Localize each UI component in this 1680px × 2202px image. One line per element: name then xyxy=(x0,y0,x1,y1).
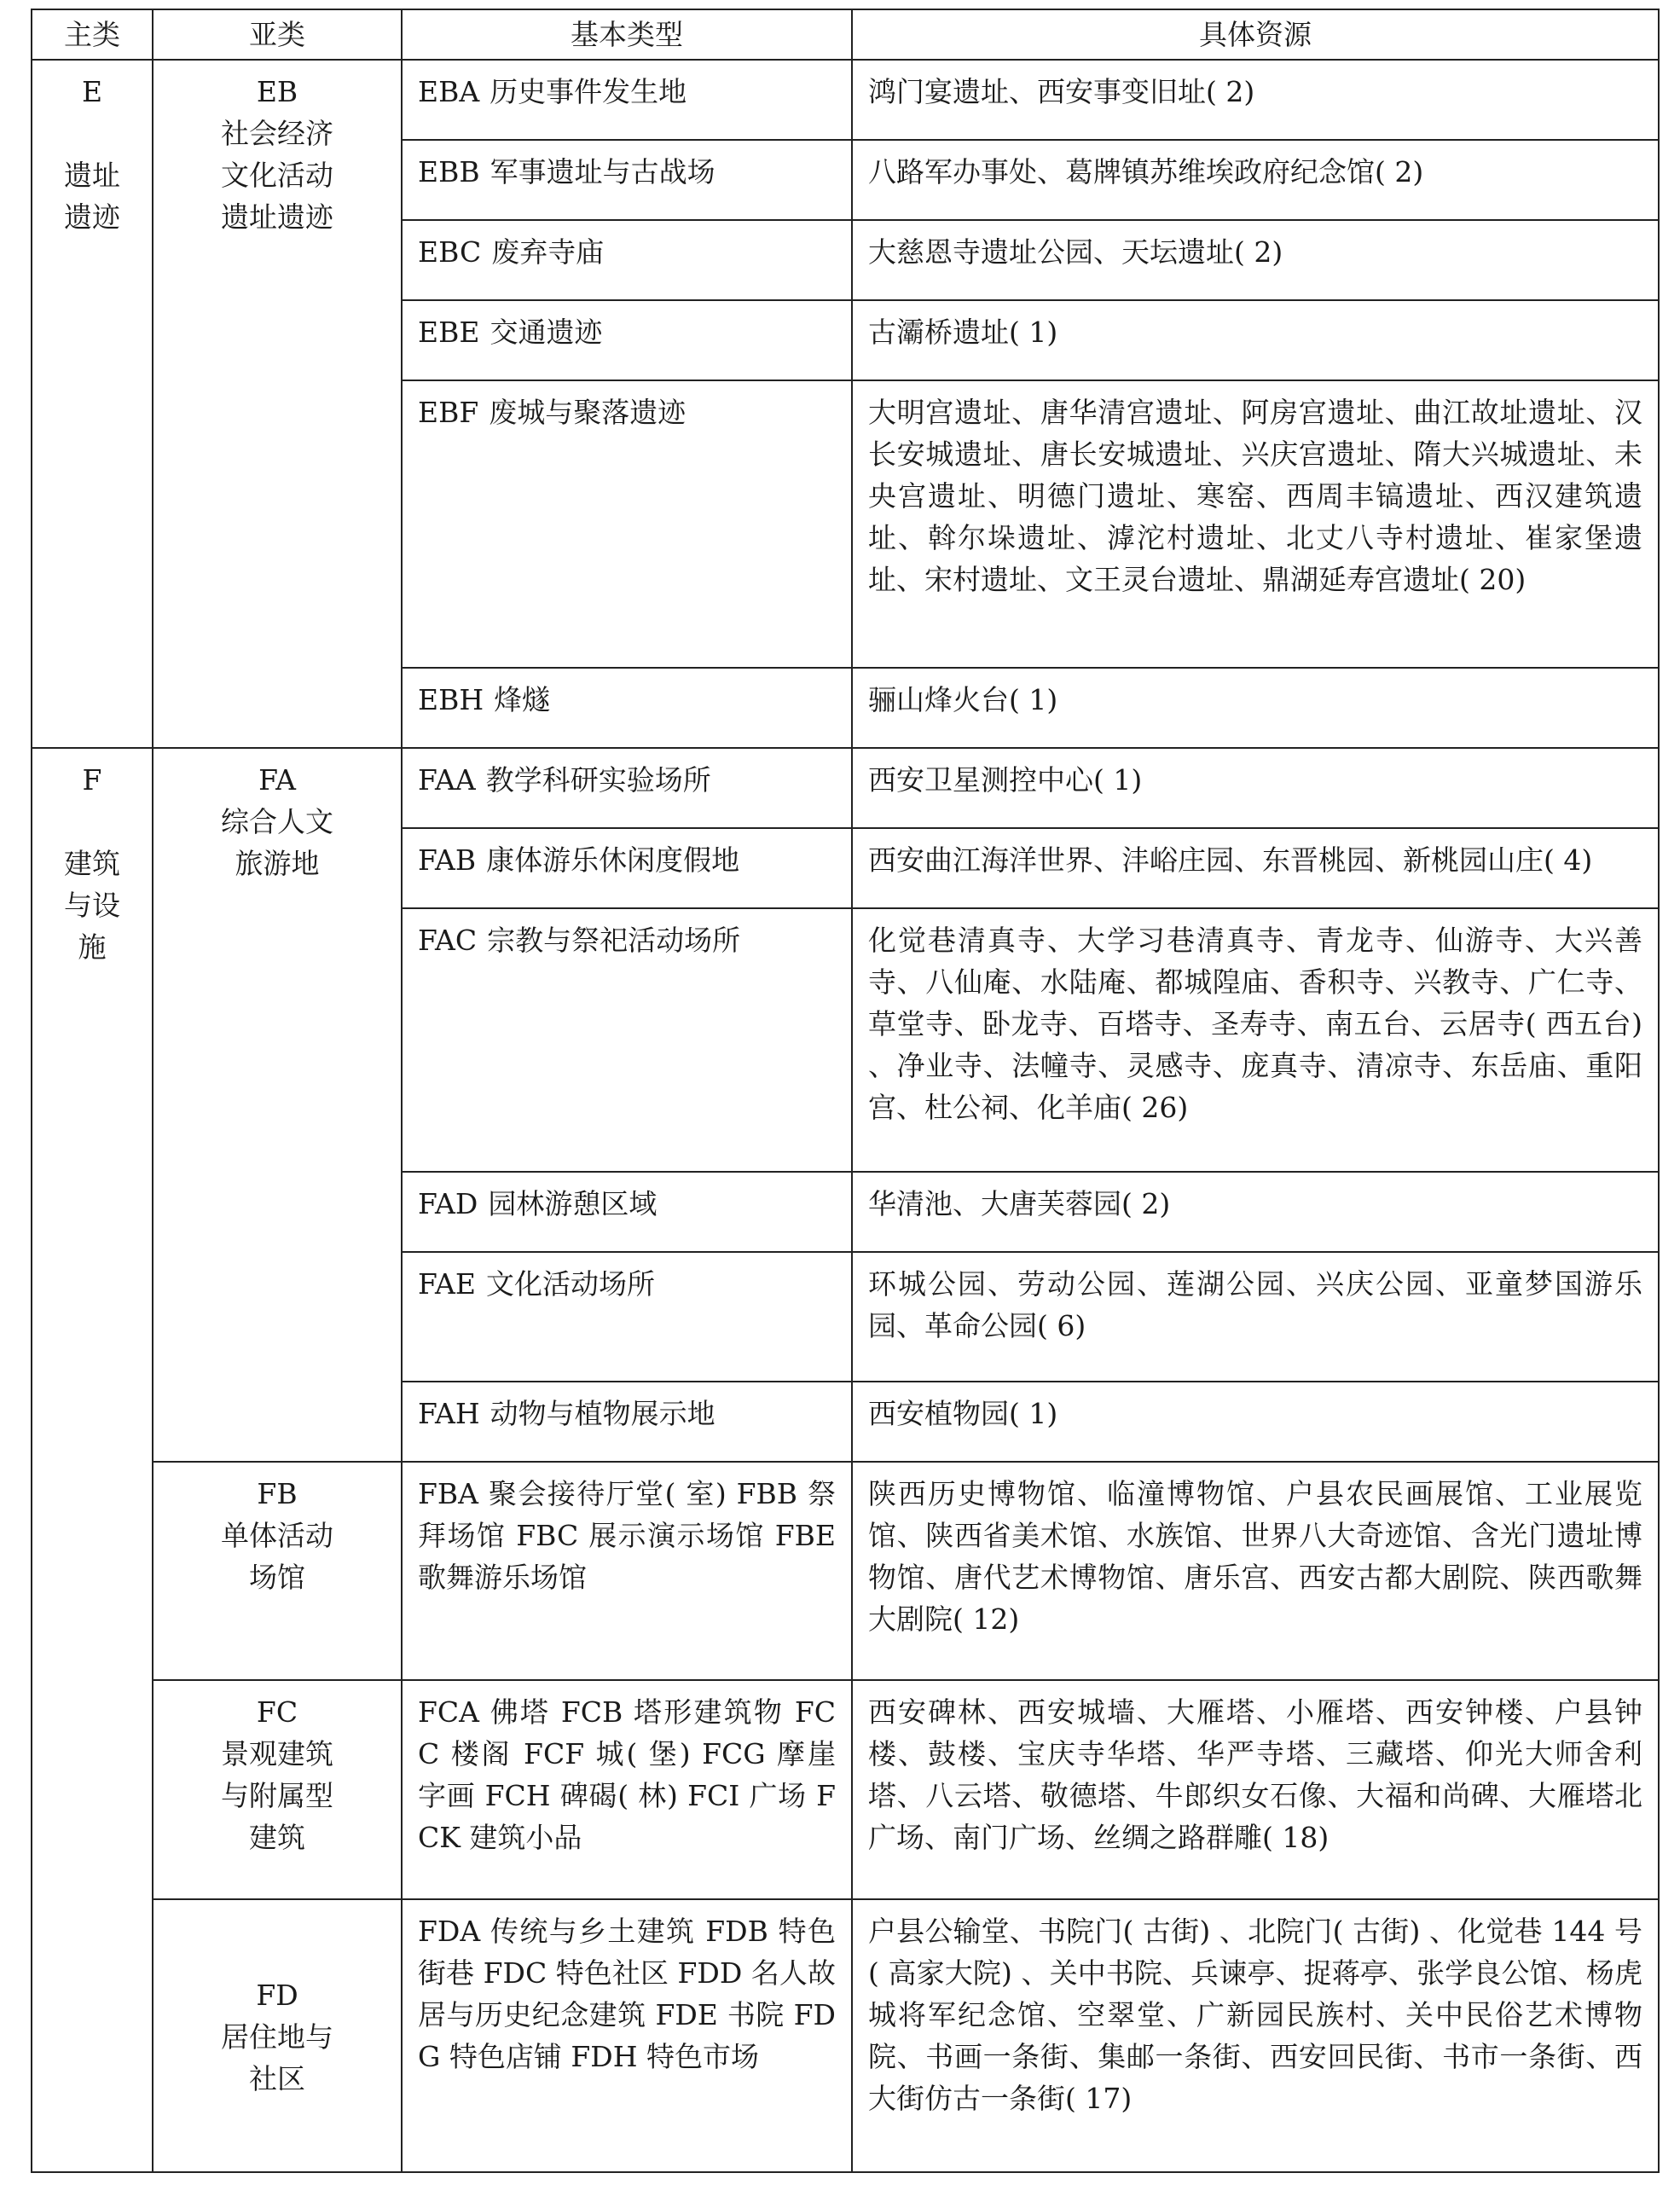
resource-cell: 华清池、大唐芙蓉园( 2) xyxy=(852,1172,1659,1252)
resource-cell: 鸿门宴遗址、西安事变旧址( 2) xyxy=(852,60,1659,140)
main-class-name: 遗址 xyxy=(64,159,120,192)
sub-class-cell-fd xyxy=(153,1899,402,2172)
main-class-cell-e xyxy=(32,60,153,748)
type-code: EBF xyxy=(418,396,479,430)
type-name: 废城与聚落遗迹 xyxy=(489,396,686,430)
type-name: 文化活动场所 xyxy=(485,1266,655,1301)
basic-type-cell: FBA 聚会接待厅堂( 室) FBB 祭拜场馆 FBC 展示演示场馆 FBE 歌舞游乐场馆 xyxy=(402,1462,852,1680)
sub-class-name: 场馆 xyxy=(249,1560,305,1594)
sub-class-code: FD xyxy=(256,1979,298,2013)
type-name: 教学科研实验场所 xyxy=(485,762,711,797)
main-class-code: E xyxy=(81,75,103,108)
type-name: 交通遗迹 xyxy=(490,316,603,350)
basic-type-cell xyxy=(402,668,852,748)
type-code: FAC xyxy=(418,924,478,958)
basic-type-cell xyxy=(402,60,852,140)
resource-classification-table xyxy=(31,9,1660,2173)
sub-class-code: FB xyxy=(257,1476,298,1510)
header-main-class: 主类 xyxy=(32,9,153,60)
type-code: EBB xyxy=(418,155,480,189)
type-code: FAH xyxy=(418,1396,480,1430)
type-name: 园林游憩区域 xyxy=(488,1186,658,1220)
table-row xyxy=(32,60,1659,140)
sub-class-name: 与附属型 xyxy=(221,1779,333,1813)
basic-type-cell xyxy=(402,300,852,380)
resource-cell: 西安曲江海洋世界、沣峪庄园、东晋桃园、新桃园山庄( 4) xyxy=(852,828,1659,908)
resource-cell: 环城公园、劳动公园、莲湖公园、兴庆公园、亚童梦国游乐园、革命公园( 6) xyxy=(852,1252,1659,1382)
type-code: FAE xyxy=(418,1266,476,1301)
main-class-name: 遗迹 xyxy=(64,200,120,234)
type-name: 废弃寺庙 xyxy=(491,235,605,269)
resource-cell: 骊山烽火台( 1) xyxy=(852,668,1659,748)
resource-cell: 西安植物园( 1) xyxy=(852,1382,1659,1462)
resource-cell: 古灞桥遗址( 1) xyxy=(852,300,1659,380)
type-code: FAD xyxy=(418,1186,478,1220)
basic-type-cell xyxy=(402,1172,852,1252)
type-code: EBH xyxy=(418,682,484,716)
sub-class-cell-fc xyxy=(153,1680,402,1898)
resource-cell: 化觉巷清真寺、大学习巷清真寺、青龙寺、仙游寺、大兴善寺、八仙庵、水陆庵、都城隍庙、香积寺、兴教寺、广仁寺、草堂寺、卧龙寺、百塔寺、圣寿寺、南五台、云居寺( 西五台) 、净业寺、法幢寺、灵感寺、庞真寺、清凉寺、东岳庙、重阳宫、杜公祠、化羊庙( 26) xyxy=(852,908,1659,1171)
type-name: 宗教与祭祀活动场所 xyxy=(487,924,741,958)
sub-class-name: 遗址遗迹 xyxy=(221,200,333,234)
table-row xyxy=(32,1680,1659,1898)
table-row xyxy=(32,1899,1659,2172)
sub-class-cell-fb xyxy=(153,1462,402,1680)
header-row xyxy=(32,9,1659,60)
resource-cell: 西安卫星测控中心( 1) xyxy=(852,748,1659,828)
basic-type-cell xyxy=(402,828,852,908)
resource-cell: 大明宫遗址、唐华清宫遗址、阿房宫遗址、曲江故址遗址、汉长安城遗址、唐长安城遗址、兴庆宫遗址、隋大兴城遗址、未央宫遗址、明德门遗址、寒窑、西周丰镐遗址、西汉建筑遗址、斡尔垛遗址、滹沱村遗址、北丈八寺村遗址、崔家堡遗址、宋村遗址、文王灵台遗址、鼎湖延寿宫遗址( 20) xyxy=(852,380,1659,667)
resource-cell: 户县公输堂、书院门( 古街) 、北院门( 古街) 、化觉巷 144 号( 高家大院) 、关中书院、兵谏亭、捉蒋亭、张学良公馆、杨虎城将军纪念馆、空翠堂、广新园民族村、关中民俗艺术博物院、书画一条街、集邮一条街、西安回民街、书市一条街、西大街仿古一条街( 17) xyxy=(852,1899,1659,2172)
main-class-name: 与设 xyxy=(64,888,120,922)
type-code: EBA xyxy=(418,75,480,108)
type-name: 动物与植物展示地 xyxy=(490,1396,715,1430)
sub-class-name: 景观建筑 xyxy=(221,1737,333,1771)
sub-class-cell-eb xyxy=(153,60,402,748)
basic-type-cell xyxy=(402,220,852,300)
basic-type-cell: FCA 佛塔 FCB 塔形建筑物 FCC 楼阁 FCF 城( 堡) FCG 摩崖字画 FCH 碑碣( 林) FCI 广场 FCK 建筑小品 xyxy=(402,1680,852,1898)
basic-type-cell xyxy=(402,908,852,1171)
type-name: 康体游乐休闲度假地 xyxy=(486,843,740,878)
sub-class-name: 旅游地 xyxy=(235,846,320,880)
type-code: FAB xyxy=(418,843,477,878)
type-name: 历史事件发生地 xyxy=(490,75,687,108)
resource-cell: 八路军办事处、葛牌镇苏维埃政府纪念馆( 2) xyxy=(852,140,1659,220)
type-name: 烽燧 xyxy=(494,682,551,716)
sub-class-code: FA xyxy=(258,762,296,797)
basic-type-cell xyxy=(402,1382,852,1462)
basic-type-cell xyxy=(402,1252,852,1382)
type-code: FAA xyxy=(418,762,476,797)
sub-class-code: EB xyxy=(256,75,298,108)
basic-type-cell xyxy=(402,380,852,667)
type-code: EBE xyxy=(418,316,480,350)
table-row xyxy=(32,748,1659,828)
header-specific-resource: 具体资源 xyxy=(852,9,1659,60)
sub-class-cell-fa xyxy=(153,748,402,1462)
header-basic-type: 基本类型 xyxy=(402,9,852,60)
sub-class-code: FC xyxy=(256,1695,298,1730)
sub-class-name: 建筑 xyxy=(249,1821,305,1855)
sub-class-name: 单体活动 xyxy=(221,1518,333,1552)
sub-class-name: 文化活动 xyxy=(221,159,333,192)
main-class-cell-f xyxy=(32,748,153,2172)
basic-type-cell xyxy=(402,140,852,220)
sub-class-name: 社区 xyxy=(249,2062,305,2096)
resource-cell: 大慈恩寺遗址公园、天坛遗址( 2) xyxy=(852,220,1659,300)
resource-cell: 西安碑林、西安城墙、大雁塔、小雁塔、西安钟楼、户县钟楼、鼓楼、宝庆寺华塔、华严寺塔、三藏塔、仰光大师舍利塔、八云塔、敬德塔、牛郎织女石像、大福和尚碑、大雁塔北广场、南门广场、丝绸之路群雕( 18) xyxy=(852,1680,1659,1898)
header-sub-class: 亚类 xyxy=(153,9,402,60)
basic-type-cell: FDA 传统与乡土建筑 FDB 特色街巷 FDC 特色社区 FDD 名人故居与历史纪念建筑 FDE 书院 FDG 特色店铺 FDH 特色市场 xyxy=(402,1899,852,2172)
sub-class-name: 社会经济 xyxy=(221,117,333,150)
sub-class-name: 居住地与 xyxy=(221,2020,333,2054)
main-class-name: 施 xyxy=(78,930,107,964)
type-code: EBC xyxy=(418,235,482,269)
sub-class-name: 综合人文 xyxy=(221,804,333,838)
basic-type-cell xyxy=(402,748,852,828)
type-name: 军事遗址与古战场 xyxy=(490,155,715,189)
resource-cell: 陕西历史博物馆、临潼博物馆、户县农民画展馆、工业展览馆、陕西省美术馆、水族馆、世界八大奇迹馆、含光门遗址博物馆、唐代艺术博物馆、唐乐宫、西安古都大剧院、陕西歌舞大剧院( 12) xyxy=(852,1462,1659,1680)
table-row xyxy=(32,1462,1659,1680)
main-class-name: 建筑 xyxy=(64,846,120,880)
main-class-code: F xyxy=(82,762,102,797)
